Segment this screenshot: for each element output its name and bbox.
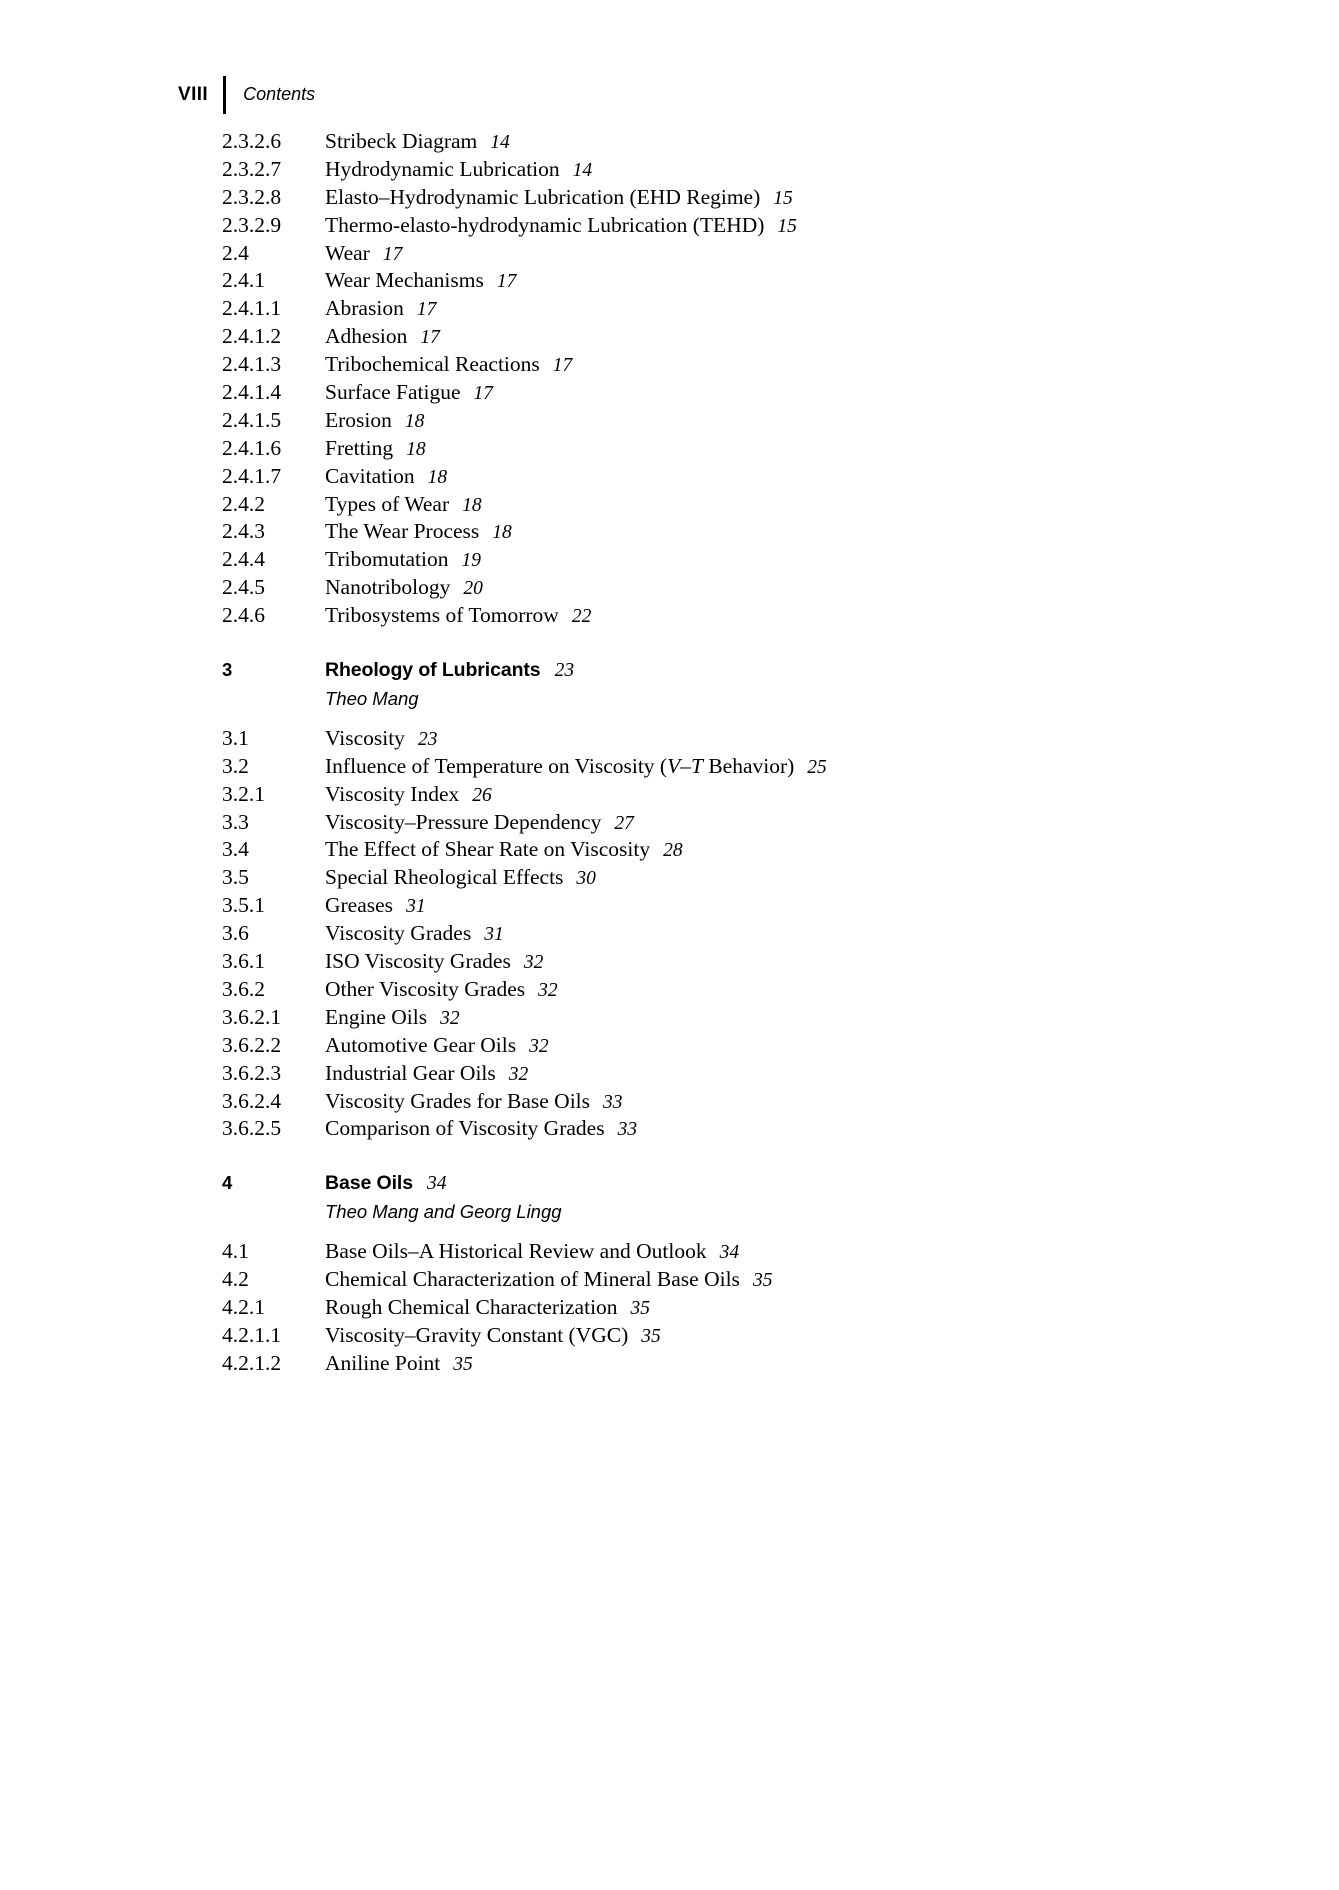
toc-entry-number: 2.3.2.8 [222,184,282,209]
toc-entry[interactable] [222,323,1232,351]
toc-entry[interactable] [222,1060,1232,1088]
toc-entry-number: 2.4.1.1 [222,296,282,321]
toc-entry-number: 4.1 [222,1239,249,1264]
toc-entry[interactable] [222,1004,1232,1032]
toc-entry-title: The Wear Process [325,519,480,544]
toc-entry-number: 4 [222,1172,233,1194]
toc-entry-page-number: 26 [472,784,492,806]
toc-entry-title: Erosion [325,407,392,432]
running-header-title: Contents [243,84,316,104]
toc-entry-page-number: 23 [554,660,575,682]
toc-entry-title: Nanotribology [325,575,451,600]
toc-entry-title: Chemical Characterization of Mineral Base Oils [325,1267,740,1292]
toc-entry-number: 3.2.1 [222,781,265,806]
toc-entry-number: 2.4.1.7 [222,463,282,488]
toc-entry-title: Viscosity Grades for Base Oils [325,1088,591,1113]
toc-entry-page-number: 32 [538,979,558,1001]
toc-entry[interactable] [222,781,1232,809]
toc-entry-title: Abrasion [325,296,404,321]
toc-entry[interactable] [222,1088,1232,1116]
toc-entry-number: 4.2.1 [222,1294,265,1319]
running-header [178,78,315,112]
toc-entry[interactable] [222,976,1232,1004]
toc-entry-title: Thermo-elasto-hydrodynamic Lubrication (TEHD) [325,212,765,237]
toc-entry-title: Other Viscosity Grades [325,976,526,1001]
toc-entry[interactable] [222,920,1232,948]
toc-entry-number: 3.5.1 [222,893,265,918]
toc-entry[interactable] [222,267,1232,295]
toc-entry-title: Aniline Point [325,1350,441,1375]
toc-section-spacer [222,630,1232,656]
toc-entry-number: 4.2.1.2 [222,1350,282,1375]
toc-entry-title: Wear Mechanisms [325,268,484,293]
toc-chapter-author-names: Theo Mang and Georg Lingg [325,1201,562,1223]
toc-entry[interactable] [222,156,1232,184]
toc-entry[interactable] [222,1238,1232,1266]
toc-entry[interactable] [222,295,1232,323]
toc-entry-title: Types of Wear [325,491,450,516]
toc-entry-number: 2.4.3 [222,519,265,544]
toc-entry-number: 2.4.1.4 [222,380,282,405]
toc-entry-number: 4.2.1.1 [222,1322,282,1347]
toc-entry-title-symbol: V–T [667,753,703,778]
toc-entry[interactable] [222,1115,1232,1143]
toc-entry-title: Viscosity–Gravity Constant (VGC) [325,1322,629,1347]
toc-entry-number: 4.2 [222,1267,249,1292]
toc-entry-page-number: 32 [440,1007,460,1029]
toc-entry-number: 2.4.1.3 [222,352,282,377]
toc-entry[interactable] [222,128,1232,156]
toc-entry-title: The Effect of Shear Rate on Viscosity [325,837,651,862]
toc-entry-page-number: 32 [523,952,544,974]
toc-chapter-entry[interactable] [222,656,1232,684]
toc-chapter-entry[interactable] [222,1169,1232,1197]
toc-byline-indent [222,684,325,713]
toc-entry-page-number: 35 [630,1297,651,1319]
toc-entry[interactable] [222,1266,1232,1294]
toc-entry-title: Viscosity Grades [325,921,472,946]
toc-entry-title: Industrial Gear Oils [325,1060,496,1085]
toc-entry-page-number: 35 [641,1325,661,1347]
toc-entry-title: Wear [325,240,370,265]
toc-entry-title: Cavitation [325,463,415,488]
toc-entry-number: 3.6.2.4 [222,1088,282,1113]
toc-entry-page-number: 17 [552,355,573,377]
toc-entry-number: 2.4.1.2 [222,324,282,349]
toc-entry-page-number: 14 [490,132,510,153]
toc-entry-title: Tribosystems of Tomorrow [325,603,559,628]
toc-entry[interactable] [222,1294,1232,1322]
toc-entry-page-number: 34 [426,1173,447,1195]
toc-entry-number: 3.6.2.5 [222,1116,282,1141]
toc-entry-page-number: 17 [473,383,494,405]
toc-entry-number: 3.6.2 [222,976,265,1001]
toc-entry-page-number: 15 [773,187,793,209]
toc-entry-number: 2.4.1 [222,268,265,293]
toc-entry-page-number: 30 [576,868,596,890]
toc-entry-page-number: 20 [463,578,483,600]
toc-entry-number: 3.3 [222,809,249,834]
toc-entry-page-number: 22 [571,606,592,628]
toc-entry-number: 3.6.2.1 [222,1004,282,1029]
toc-entry-page-number: 18 [406,438,426,460]
toc-entry-page-number: 35 [453,1353,473,1375]
toc-entry-number: 2.3.2.6 [222,129,282,153]
toc-entry-title: Base Oils [325,1172,413,1195]
toc-entry-title: Greases [325,893,394,918]
toc-entry-title: Viscosity–Pressure Dependency [325,809,602,834]
toc-entry-title: Rough Chemical Characterization [325,1294,618,1319]
toc-entry-title: ISO Viscosity Grades [325,949,511,974]
toc-entry-title: Tribochemical Reactions [325,352,540,377]
toc-entry-number: 2.3.2.7 [222,156,282,181]
toc-entry[interactable] [222,753,1232,781]
toc-entry-page-number: 17 [382,243,403,265]
toc-entry-page-number: 32 [529,1035,549,1057]
toc-entry-title: Rheology of Lubricants [325,659,541,682]
toc-entry[interactable] [222,463,1232,491]
toc-entry-number: 3 [222,659,233,681]
toc-entry[interactable] [222,184,1232,212]
toc-entry-title: Viscosity [325,725,405,750]
toc-entry[interactable] [222,892,1232,920]
toc-entry-title: Viscosity Index [325,781,460,806]
toc-entry-number: 3.1 [222,725,249,750]
toc-entry[interactable] [222,1350,1232,1378]
toc-entry-title: Influence of Temperature on Viscosity (V–T Behavior) [325,753,795,778]
toc-entry-number: 2.4 [222,240,249,265]
toc-entry-page-number: 34 [719,1242,740,1264]
toc-entry-number: 3.6.2.3 [222,1060,282,1085]
toc-entry[interactable] [222,1322,1232,1350]
toc-entry-page-number: 19 [461,550,481,572]
toc-entry-number: 2.3.2.9 [222,212,282,237]
toc-entry-page-number: 17 [420,327,440,349]
toc-entry-page-number: 27 [614,812,634,834]
toc-entry-title: Stribeck Diagram [325,129,478,153]
toc-section-spacer [222,1226,1232,1238]
toc-entry[interactable] [222,435,1232,463]
toc-entry[interactable] [222,407,1232,435]
toc-entry-page-number: 33 [617,1119,638,1141]
toc-entry[interactable] [222,836,1232,864]
toc-entry-page-number: 31 [484,924,504,946]
toc-entry-page-number: 18 [492,522,512,544]
toc-entry-number: 3.4 [222,837,249,862]
toc-entry-page-number: 14 [572,159,593,181]
toc-entry-title: Base Oils–A Historical Review and Outlook [325,1239,707,1264]
toc-entry-number: 2.4.1.6 [222,435,282,460]
toc-entry[interactable] [222,948,1232,976]
toc-entry[interactable] [222,574,1232,602]
toc-chapter-author-names: Theo Mang [325,687,419,709]
toc-byline-indent [222,1197,325,1226]
toc-entry-number: 3.6.1 [222,949,265,974]
toc-entry-title: Elasto–Hydrodynamic Lubrication (EHD Regime) [325,184,761,209]
toc-chapter-authors [222,684,1232,713]
toc-entry-page-number: 18 [462,494,482,516]
toc-entry[interactable] [222,351,1232,379]
toc-entry-number: 2.4.5 [222,575,265,600]
toc-entry-number: 2.4.1.5 [222,407,282,432]
toc-entry-title: Tribomutation [325,547,449,572]
toc-entry-page-number: 15 [777,215,797,237]
toc-entry-number: 2.4.2 [222,491,265,516]
toc-entry-page-number: 33 [603,1091,623,1113]
toc-entry-number: 2.4.6 [222,603,265,628]
toc-entry-page-number: 18 [427,466,448,488]
toc-entry-title: Comparison of Viscosity Grades [325,1116,605,1141]
toc-entry-page-number: 23 [417,728,438,750]
table-of-contents [222,128,1232,1378]
toc-entry-page-number: 25 [807,756,827,778]
toc-entry[interactable] [222,602,1232,630]
toc-entry[interactable] [222,240,1232,268]
toc-entry-title: Special Rheological Effects [325,865,564,890]
toc-entry-page-number: 31 [406,896,426,918]
toc-entry[interactable] [222,518,1232,546]
toc-entry-number: 3.5 [222,865,249,890]
toc-entry[interactable] [222,809,1232,837]
toc-entry-page-number: 32 [508,1063,529,1085]
toc-chapter-authors [222,1197,1232,1226]
toc-entry[interactable] [222,1032,1232,1060]
toc-entry-page-number: 28 [663,840,683,862]
toc-entry[interactable] [222,546,1232,574]
toc-entry-title: Surface Fatigue [325,380,461,405]
toc-entry-page-number: 35 [752,1270,773,1292]
toc-entry-title: Engine Oils [325,1004,428,1029]
toc-entry-title: Automotive Gear Oils [325,1032,517,1057]
toc-entry-number: 3.6.2.2 [222,1032,282,1057]
toc-entry-title: Hydrodynamic Lubrication [325,156,560,181]
toc-entry[interactable] [222,864,1232,892]
toc-entry[interactable] [222,379,1232,407]
toc-entry[interactable] [222,491,1232,519]
header-divider-rule [223,76,226,114]
toc-entry-number: 2.4.4 [222,547,265,572]
toc-entry-number: 3.6 [222,921,249,946]
toc-entry[interactable] [222,725,1232,753]
toc-entry-title: Fretting [325,435,394,460]
page-folio: VIII [178,83,209,105]
toc-entry-page-number: 17 [496,271,517,293]
toc-entry-page-number: 18 [404,410,425,432]
toc-section-spacer [222,713,1232,725]
toc-entry-title: Adhesion [325,324,408,349]
toc-entry-page-number: 17 [416,299,437,321]
toc-entry-number: 3.2 [222,753,249,778]
toc-section-spacer [222,1143,1232,1169]
toc-entry[interactable] [222,212,1232,240]
